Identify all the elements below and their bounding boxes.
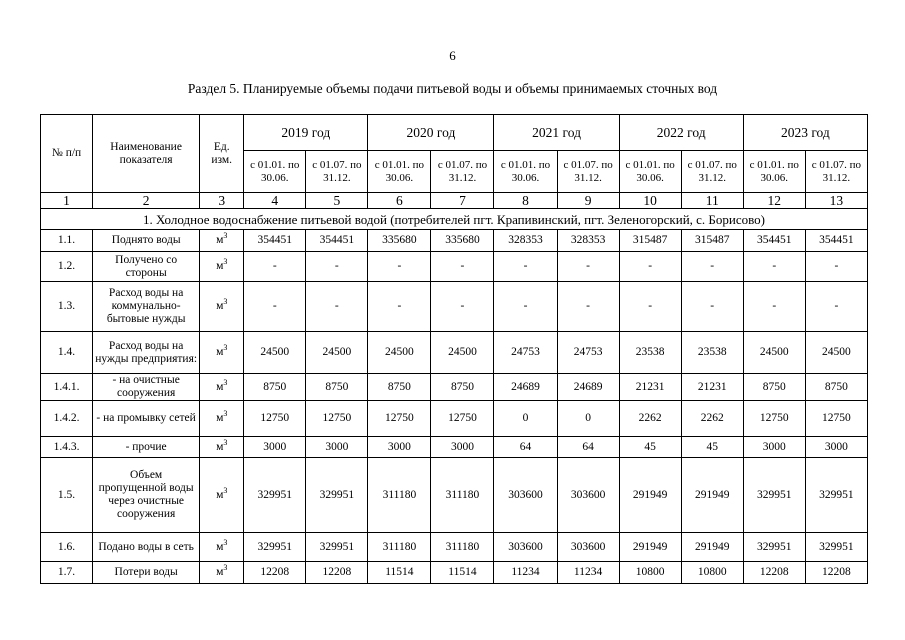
value-cell: 3000 bbox=[244, 437, 306, 458]
header-period: с 01.01. по 30.06. bbox=[368, 151, 431, 193]
header-period: с 01.07. по 31.12. bbox=[431, 151, 494, 193]
header-period: с 01.07. по 31.12. bbox=[681, 151, 743, 193]
value-cell: 3000 bbox=[431, 437, 494, 458]
column-number: 2 bbox=[93, 193, 200, 209]
row-number: 1.1. bbox=[41, 230, 93, 252]
value-cell: 0 bbox=[494, 401, 557, 437]
header-year: 2021 год bbox=[494, 115, 619, 151]
header-row-years bbox=[41, 115, 868, 151]
value-cell: 303600 bbox=[557, 458, 619, 533]
column-number: 7 bbox=[431, 193, 494, 209]
row-number: 1.6. bbox=[41, 533, 93, 562]
value-cell: 11514 bbox=[368, 562, 431, 584]
section-1-title: 1. Холодное водоснабжение питьевой водой (потребителей пгт. Крапивинский, пгт. Зеленогорский, с. Борисово) bbox=[41, 209, 868, 230]
value-cell: 354451 bbox=[306, 230, 368, 252]
value-cell: 10800 bbox=[681, 562, 743, 584]
value-cell: 3000 bbox=[805, 437, 867, 458]
value-cell: 291949 bbox=[619, 533, 681, 562]
row-unit bbox=[200, 332, 244, 374]
value-cell: - bbox=[805, 282, 867, 332]
value-cell: 12208 bbox=[306, 562, 368, 584]
value-cell: - bbox=[306, 252, 368, 282]
value-cell: 0 bbox=[557, 401, 619, 437]
value-cell: 8750 bbox=[368, 374, 431, 401]
value-cell: 303600 bbox=[557, 533, 619, 562]
row-unit bbox=[200, 282, 244, 332]
column-number: 11 bbox=[681, 193, 743, 209]
value-cell: - bbox=[619, 252, 681, 282]
value-cell: 329951 bbox=[244, 533, 306, 562]
value-cell: 311180 bbox=[431, 533, 494, 562]
unit-exponent: 3 bbox=[223, 437, 228, 447]
value-cell: - bbox=[431, 282, 494, 332]
value-cell: 12750 bbox=[743, 401, 805, 437]
unit-base: м bbox=[216, 300, 224, 312]
value-cell: 291949 bbox=[619, 458, 681, 533]
value-cell: 24500 bbox=[368, 332, 431, 374]
value-cell: - bbox=[368, 282, 431, 332]
column-number: 1 bbox=[41, 193, 93, 209]
column-number: 3 bbox=[200, 193, 244, 209]
row-name: Поднято воды bbox=[93, 230, 200, 252]
value-cell: 24753 bbox=[557, 332, 619, 374]
row-name: Расход воды на нужды предприятия: bbox=[93, 332, 200, 374]
unit-exponent: 3 bbox=[223, 231, 228, 241]
table-row bbox=[41, 458, 868, 533]
table-row bbox=[41, 533, 868, 562]
value-cell: 12750 bbox=[244, 401, 306, 437]
header-period: с 01.01. по 30.06. bbox=[244, 151, 306, 193]
value-cell: 329951 bbox=[306, 458, 368, 533]
value-cell: 24500 bbox=[306, 332, 368, 374]
row-number: 1.5. bbox=[41, 458, 93, 533]
row-unit bbox=[200, 458, 244, 533]
header-unit: Ед. изм. bbox=[200, 115, 244, 193]
unit-base: м bbox=[216, 566, 224, 578]
header-year: 2023 год bbox=[743, 115, 867, 151]
value-cell: 24689 bbox=[557, 374, 619, 401]
value-cell: - bbox=[244, 282, 306, 332]
value-cell: 21231 bbox=[681, 374, 743, 401]
value-cell: 64 bbox=[494, 437, 557, 458]
value-cell: - bbox=[681, 282, 743, 332]
value-cell: 335680 bbox=[431, 230, 494, 252]
row-unit bbox=[200, 533, 244, 562]
value-cell: 8750 bbox=[306, 374, 368, 401]
value-cell: - bbox=[431, 252, 494, 282]
table-row bbox=[41, 282, 868, 332]
row-unit bbox=[200, 230, 244, 252]
row-unit bbox=[200, 374, 244, 401]
section-title: Раздел 5. Планируемые объемы подачи питьевой воды и объемы принимаемых сточных вод bbox=[187, 81, 718, 96]
row-name: - прочие bbox=[93, 437, 200, 458]
value-cell: 335680 bbox=[368, 230, 431, 252]
row-name: - на промывку сетей bbox=[93, 401, 200, 437]
value-cell: 329951 bbox=[743, 533, 805, 562]
row-number: 1.4. bbox=[41, 332, 93, 374]
value-cell: 12208 bbox=[743, 562, 805, 584]
value-cell: 24500 bbox=[743, 332, 805, 374]
row-number: 1.2. bbox=[41, 252, 93, 282]
value-cell: - bbox=[557, 252, 619, 282]
water-volume-table bbox=[40, 114, 868, 584]
value-cell: - bbox=[557, 282, 619, 332]
row-unit bbox=[200, 437, 244, 458]
unit-exponent: 3 bbox=[223, 257, 228, 267]
value-cell: 329951 bbox=[306, 533, 368, 562]
value-cell: 328353 bbox=[494, 230, 557, 252]
value-cell: 11514 bbox=[431, 562, 494, 584]
header-num: № п/п bbox=[41, 115, 93, 193]
column-number: 8 bbox=[494, 193, 557, 209]
row-name: Расход воды на коммунально-бытовые нужды bbox=[93, 282, 200, 332]
header-year: 2020 год bbox=[368, 115, 494, 151]
row-name: Подано воды в сеть bbox=[93, 533, 200, 562]
value-cell: - bbox=[681, 252, 743, 282]
row-number: 1.7. bbox=[41, 562, 93, 584]
unit-base: м bbox=[216, 260, 224, 272]
value-cell: 24500 bbox=[244, 332, 306, 374]
table-row bbox=[41, 332, 868, 374]
value-cell: 23538 bbox=[681, 332, 743, 374]
value-cell: 8750 bbox=[431, 374, 494, 401]
header-name: Наименование показателя bbox=[93, 115, 200, 193]
row-unit bbox=[200, 252, 244, 282]
value-cell: 12208 bbox=[244, 562, 306, 584]
column-number: 10 bbox=[619, 193, 681, 209]
value-cell: - bbox=[805, 252, 867, 282]
table-row bbox=[41, 374, 868, 401]
value-cell: 12750 bbox=[805, 401, 867, 437]
unit-exponent: 3 bbox=[223, 343, 228, 353]
value-cell: - bbox=[368, 252, 431, 282]
value-cell: 2262 bbox=[619, 401, 681, 437]
value-cell: 291949 bbox=[681, 533, 743, 562]
value-cell: 12208 bbox=[805, 562, 867, 584]
row-name: Получено со стороны bbox=[93, 252, 200, 282]
unit-exponent: 3 bbox=[223, 537, 228, 547]
value-cell: 311180 bbox=[368, 458, 431, 533]
value-cell: 24689 bbox=[494, 374, 557, 401]
table-row bbox=[41, 252, 868, 282]
row-number: 1.4.2. bbox=[41, 401, 93, 437]
value-cell: - bbox=[743, 252, 805, 282]
value-cell: 328353 bbox=[557, 230, 619, 252]
row-number: 1.4.1. bbox=[41, 374, 93, 401]
unit-base: м bbox=[216, 440, 224, 453]
value-cell: 11234 bbox=[494, 562, 557, 584]
value-cell: 8750 bbox=[805, 374, 867, 401]
value-cell: 3000 bbox=[743, 437, 805, 458]
row-unit bbox=[200, 401, 244, 437]
header-year: 2019 год bbox=[244, 115, 368, 151]
header-period: с 01.07. по 31.12. bbox=[557, 151, 619, 193]
value-cell: 45 bbox=[681, 437, 743, 458]
value-cell: 10800 bbox=[619, 562, 681, 584]
value-cell: 12750 bbox=[431, 401, 494, 437]
table-row bbox=[41, 401, 868, 437]
value-cell: 64 bbox=[557, 437, 619, 458]
value-cell: 354451 bbox=[805, 230, 867, 252]
value-cell: - bbox=[619, 282, 681, 332]
section-row bbox=[41, 209, 868, 230]
value-cell: - bbox=[743, 282, 805, 332]
value-cell: 21231 bbox=[619, 374, 681, 401]
value-cell: - bbox=[306, 282, 368, 332]
table-row bbox=[41, 562, 868, 584]
value-cell: 2262 bbox=[681, 401, 743, 437]
value-cell: 354451 bbox=[244, 230, 306, 252]
table-row bbox=[41, 230, 868, 252]
unit-base: м bbox=[216, 234, 224, 246]
value-cell: 329951 bbox=[743, 458, 805, 533]
value-cell: 12750 bbox=[368, 401, 431, 437]
value-cell: 329951 bbox=[805, 533, 867, 562]
value-cell: - bbox=[494, 282, 557, 332]
unit-base: м bbox=[216, 346, 224, 358]
row-name: Потери воды bbox=[93, 562, 200, 584]
header-period: с 01.01. по 30.06. bbox=[743, 151, 805, 193]
value-cell: 354451 bbox=[743, 230, 805, 252]
unit-exponent: 3 bbox=[223, 409, 228, 419]
value-cell: 8750 bbox=[743, 374, 805, 401]
column-number: 9 bbox=[557, 193, 619, 209]
value-cell: 329951 bbox=[805, 458, 867, 533]
unit-exponent: 3 bbox=[223, 377, 228, 387]
table-row bbox=[41, 437, 868, 458]
value-cell: 311180 bbox=[368, 533, 431, 562]
value-cell: 303600 bbox=[494, 458, 557, 533]
unit-base: м bbox=[216, 412, 224, 424]
column-number-row bbox=[41, 193, 868, 209]
value-cell: 315487 bbox=[619, 230, 681, 252]
row-number: 1.3. bbox=[41, 282, 93, 332]
column-number: 4 bbox=[244, 193, 306, 209]
header-period: с 01.01. по 30.06. bbox=[619, 151, 681, 193]
row-number: 1.4.3. bbox=[41, 437, 93, 458]
value-cell: 12750 bbox=[306, 401, 368, 437]
value-cell: 3000 bbox=[306, 437, 368, 458]
unit-exponent: 3 bbox=[223, 297, 228, 307]
unit-base: м bbox=[216, 488, 224, 501]
unit-exponent: 3 bbox=[223, 563, 228, 573]
column-number: 13 bbox=[805, 193, 867, 209]
value-cell: 8750 bbox=[244, 374, 306, 401]
value-cell: 11234 bbox=[557, 562, 619, 584]
header-period: с 01.01. по 30.06. bbox=[494, 151, 557, 193]
value-cell: 24753 bbox=[494, 332, 557, 374]
row-name: - на очистные сооружения bbox=[93, 374, 200, 401]
unit-base: м bbox=[216, 540, 224, 553]
row-name: Объем пропущенной воды через очистные сооружения bbox=[93, 458, 200, 533]
row-unit bbox=[200, 562, 244, 584]
column-number: 5 bbox=[306, 193, 368, 209]
header-period: с 01.07. по 31.12. bbox=[805, 151, 867, 193]
column-number: 6 bbox=[368, 193, 431, 209]
value-cell: 24500 bbox=[431, 332, 494, 374]
value-cell: 315487 bbox=[681, 230, 743, 252]
value-cell: - bbox=[494, 252, 557, 282]
value-cell: 303600 bbox=[494, 533, 557, 562]
value-cell: 311180 bbox=[431, 458, 494, 533]
value-cell: 45 bbox=[619, 437, 681, 458]
unit-exponent: 3 bbox=[223, 485, 228, 495]
value-cell: 291949 bbox=[681, 458, 743, 533]
value-cell: - bbox=[244, 252, 306, 282]
header-period: с 01.07. по 31.12. bbox=[306, 151, 368, 193]
page-number: 6 bbox=[449, 48, 456, 63]
value-cell: 23538 bbox=[619, 332, 681, 374]
value-cell: 3000 bbox=[368, 437, 431, 458]
column-number: 12 bbox=[743, 193, 805, 209]
unit-base: м bbox=[216, 380, 224, 393]
header-year: 2022 год bbox=[619, 115, 743, 151]
value-cell: 24500 bbox=[805, 332, 867, 374]
value-cell: 329951 bbox=[244, 458, 306, 533]
